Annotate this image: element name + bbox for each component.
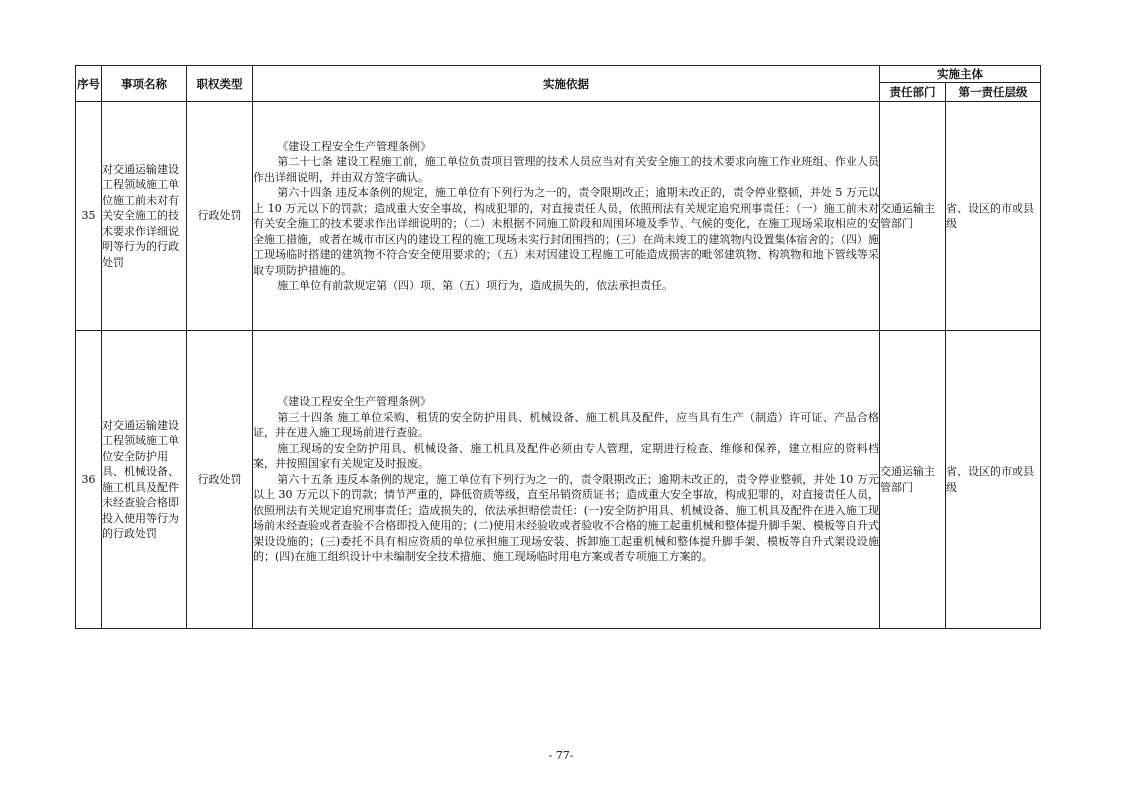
header-name: 事项名称 — [102, 66, 187, 102]
basis-paragraph: 第三十四条 施工单位采购、租赁的安全防护用具、机械设备、施工机具及配件，应当具有生产（制造）许可证、产品合格证，并在进入施工现场前进行查验。 — [253, 410, 879, 440]
legal-basis — [253, 102, 880, 331]
header-type: 职权类型 — [187, 66, 253, 102]
page-number: - 77- — [548, 749, 574, 762]
responsibility-level: 省、设区的市或县级 — [946, 331, 1041, 629]
header-subject: 实施主体 — [880, 66, 1041, 83]
basis-paragraph: 第六十五条 违反本条例的规定，施工单位有下列行为之一的，责令限期改正；逾期未改正的，责令停业整顿，并处 10 万元以上 30 万元以下的罚款；情节严重的，降低资质等级，直至吊销资质证书；造成重大安全事故，构成犯罪的，对直接责任人员，依照刑法有关规定追究刑事责任；造成损失的，依法承担赔偿责任：(一)安全防护用具、机械设备、施工机具及配件在进入施工现场前未经查验或者查验不合格即投入使用的；(二)使用未经验收或者验收不合格的施工起重机械和整体提升脚手架、模板等自升式架设设施的；(三)委托不具有相应资质的单位承担施工现场安装、拆卸施工起重机械和整体提升脚手架、模板等自升式架设设施的；(四)在施工组织设计中未编制安全技术措施、施工现场临时用电方案或者专项施工方案的。 — [253, 472, 879, 564]
table-row — [76, 102, 1041, 331]
responsibility-level: 省、设区的市或县级 — [946, 102, 1041, 331]
basis-paragraph: 施工现场的安全防护用具、机械设备、施工机具及配件必须由专人管理，定期进行检查、维修和保养，建立相应的资料档案，并按照国家有关规定及时报废。 — [253, 441, 879, 471]
authority-table — [75, 65, 1041, 629]
basis-paragraph: 施工单位有前款规定第（四）项、第（五）项行为，造成损失的，依法承担责任。 — [277, 279, 674, 292]
table-row — [76, 331, 1041, 629]
table-header — [76, 66, 1041, 102]
header-no: 序号 — [76, 66, 102, 102]
authority-type: 行政处罚 — [187, 331, 253, 629]
row-number: 36 — [76, 331, 102, 629]
basis-paragraph: 第六十四条 违反本条例的规定，施工单位有下列行为之一的，责令限期改正；逾期未改正的，责令停业整顿，并处 5 万元以上 10 万元以下的罚款；造成重大安全事故，构成犯罪的，对直接责任人员，依照刑法有关规定追究刑事责任：（一）施工前未对有关安全施工的技术要求作出详细说明的；（二）未根据不同施工阶段和周围环境及季节、气候的变化，在施工现场采取相应的安全施工措施，或者在城市市区内的建设工程的施工现场未实行封闭围挡的；(三）在尚未竣工的建筑物内设置集体宿舍的；（四）施工现场临时搭建的建筑物不符合安全使用要求的；（五）未对因建设工程施工可能造成损害的毗邻建筑物、构筑物和地下管线等采取专项防护措施的。 — [253, 186, 879, 277]
header-level: 第一责任层级 — [946, 83, 1041, 102]
responsible-dept: 交通运输主管部门 — [880, 331, 946, 629]
row-number: 35 — [76, 102, 102, 331]
basis-paragraph: 《建设工程安全生产管理条例》 — [277, 395, 432, 409]
authority-type: 行政处罚 — [187, 102, 253, 331]
basis-paragraph: 《建设工程安全生产管理条例》 — [277, 139, 432, 153]
basis-paragraph: 第二十七条 建设工程施工前，施工单位负责项目管理的技术人员应当对有关安全施工的技术要求向施工作业班组、作业人员作出详细说明，并由双方签字确认。 — [253, 155, 879, 184]
header-dept: 责任部门 — [880, 83, 946, 102]
responsible-dept: 交通运输主管部门 — [880, 102, 946, 331]
header-basis: 实施依据 — [253, 66, 880, 102]
item-name: 对交通运输建设工程领域施工单位施工前未对有关安全施工的技术要求作详细说明等行为的行政处罚 — [102, 102, 187, 331]
legal-basis — [253, 331, 880, 629]
item-name: 对交通运输建设工程领域施工单位安全防护用具、机械设备、施工机具及配件未经查验合格即投入使用等行为的行政处罚 — [102, 331, 187, 629]
